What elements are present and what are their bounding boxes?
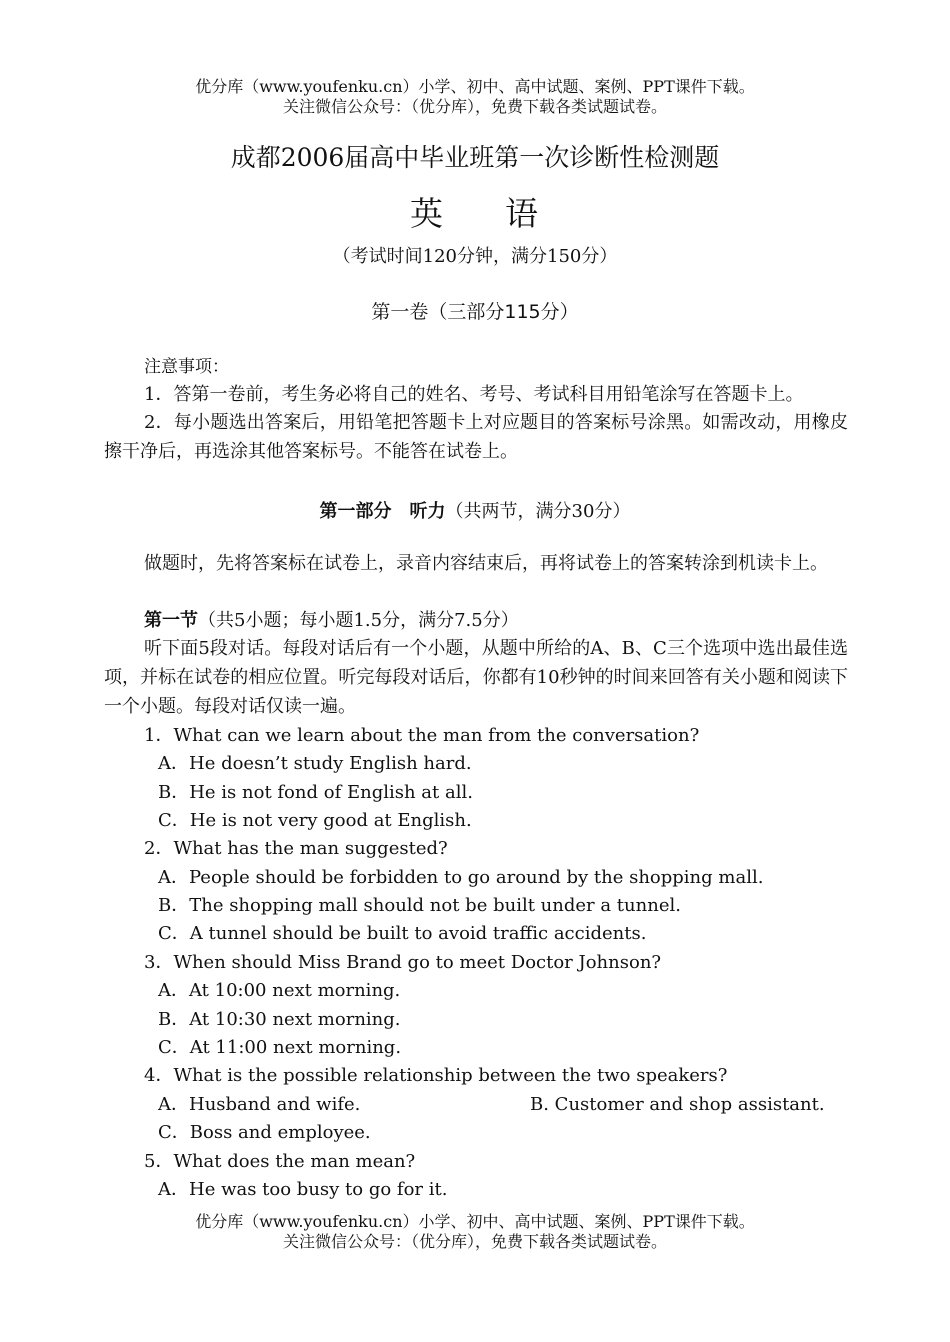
question-2-option-c: C．A tunnel should be built to avoid traffic accidents. — [158, 923, 647, 944]
exam-info: （考试时间120分钟，满分150分） — [332, 246, 618, 267]
question-2-stem: 2．What has the man suggested? — [144, 838, 448, 859]
section1-title-bold: 第一节 — [144, 610, 198, 631]
question-2-option-a: A．People should be forbidden to go around by the shopping mall. — [158, 867, 764, 888]
subject-char-1: 英 — [410, 194, 445, 233]
question-5-stem: 5．What does the man mean? — [144, 1151, 416, 1172]
section1-instruction: 听下面5段对话。每段对话后有一个小题，从题中所给的A、B、C三个选项中选出最佳选项，并标在试卷的相应位置。听完每段对话后，你都有10秒钟的时间来回答有关小题和阅读下一个小题。每段对话仅读一遍。 — [104, 638, 848, 717]
question-5-option-a: A．He was too busy to go for it. — [158, 1179, 448, 1200]
question-3-option-a: A．At 10:00 next morning. — [158, 980, 401, 1001]
question-1-option-c: C．He is not very good at English. — [158, 810, 472, 831]
header-line-2: 关注微信公众号：（优分库），免费下载各类试题试卷。 — [282, 97, 667, 116]
question-4-option-b: B. Customer and shop assistant. — [530, 1094, 825, 1115]
part1-title-rest: （共两节，满分30分） — [445, 501, 631, 522]
section1-title-rest: （共5小题；每小题1.5分，满分7.5分） — [198, 610, 519, 631]
footer-line-2: 关注微信公众号：（优分库），免费下载各类试题试卷。 — [282, 1232, 667, 1251]
part1-instruction: 做题时，先将答案标在试卷上，录音内容结束后，再将试卷上的答案转涂到机读卡上。 — [144, 553, 828, 574]
exam-title: 成都2006届高中毕业班第一次诊断性检测题 — [230, 143, 720, 172]
section1-title — [144, 610, 519, 632]
subject-char-2: 语 — [505, 194, 540, 233]
notice-item-2: 2．每小题选出答案后，用铅笔把答题卡上对应题目的答案标号涂黑。如需改动，用橡皮擦干净后，再选涂其他答案标号。不能答在试卷上。 — [104, 412, 848, 462]
question-2-option-b: B．The shopping mall should not be built under a tunnel. — [158, 895, 681, 916]
question-3-option-b: B．At 10:30 next morning. — [158, 1009, 401, 1030]
question-4-option-a: A．Husband and wife. — [158, 1094, 361, 1115]
question-3-option-c: C．At 11:00 next morning. — [158, 1037, 402, 1058]
question-3-stem: 3．When should Miss Brand go to meet Doctor Johnson? — [144, 952, 662, 973]
question-1-option-b: B．He is not fond of English at all. — [158, 782, 473, 803]
question-4-stem: 4．What is the possible relationship between the two speakers? — [144, 1065, 728, 1086]
notice-item-1: 1．答第一卷前，考生务必将自己的姓名、考号、考试科目用铅笔涂写在答题卡上。 — [144, 384, 804, 405]
question-1-option-a: A．He doesn’t study English hard. — [158, 753, 472, 774]
part1-title — [0, 497, 950, 523]
part1-title-bold: 第一部分 听力 — [319, 501, 446, 522]
volume-title: 第一卷（三部分115分） — [371, 301, 579, 323]
footer-line-1: 优分库（www.youfenku.cn）小学、初中、高中试题、案例、PPT课件下载。 — [195, 1212, 755, 1231]
subject-title — [0, 188, 950, 235]
question-1-stem: 1．What can we learn about the man from the conversation? — [144, 725, 700, 746]
notice-heading: 注意事项： — [144, 357, 229, 377]
header-line-1: 优分库（www.youfenku.cn）小学、初中、高中试题、案例、PPT课件下载。 — [195, 77, 755, 96]
question-4-option-c: C．Boss and employee. — [158, 1122, 371, 1143]
